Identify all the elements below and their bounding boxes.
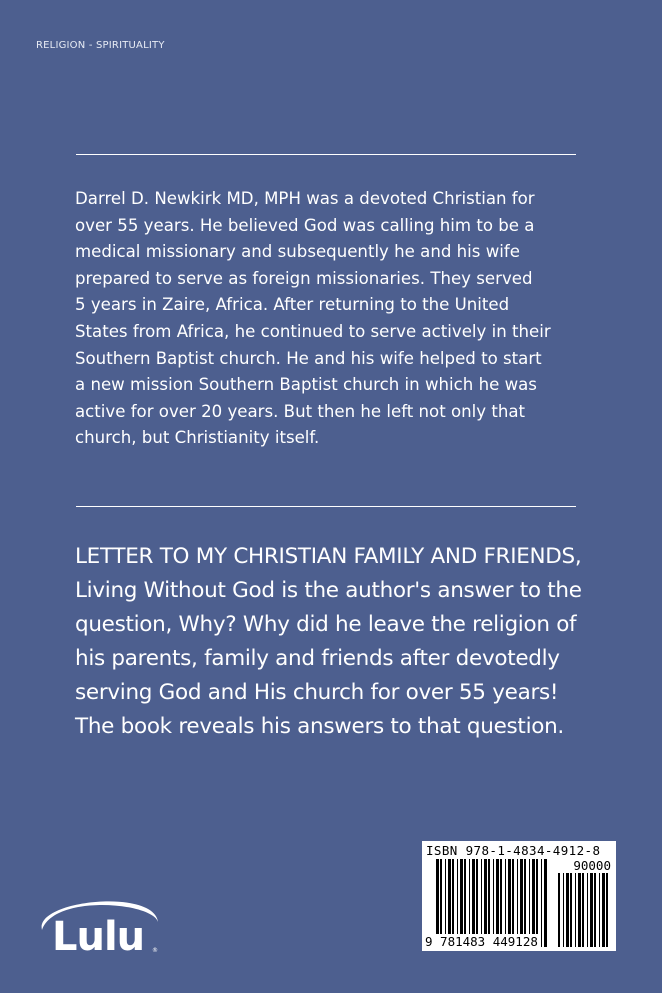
book-blurb (75, 540, 635, 744)
description-line: a new mission Southern Baptist church in which he was (75, 375, 537, 395)
description-line: prepared to serve as foreign missionaries. They served (75, 268, 533, 288)
divider-bottom (76, 506, 576, 507)
blurb-line: question, Why? Why did he leave the religion of (75, 612, 577, 637)
category-label: RELIGION - SPIRITUALITY (36, 40, 165, 51)
addon-bars (558, 873, 612, 947)
author-description (75, 186, 595, 452)
description-line: medical missionary and subsequently he and his wife (75, 242, 520, 262)
blurb-line: Living Without God is the author's answer to the (75, 578, 582, 603)
blurb-line: serving God and His church for over 55 years! (75, 680, 559, 705)
svg-text:®: ® (152, 947, 158, 954)
barcode-addon: 90000 (573, 858, 611, 873)
description-line: 5 years in Zaire, Africa. After returning to the United (75, 295, 510, 315)
isbn-barcode (422, 841, 616, 951)
isbn-label: ISBN 978-1-4834-4912-8 (426, 843, 601, 858)
description-line: Darrel D. Newkirk MD, MPH was a devoted Christian for (75, 189, 535, 208)
description-line: over 55 years. He believed God was calling him to be a (75, 215, 535, 235)
blurb-line: The book reveals his answers to that question. (75, 714, 564, 739)
svg-text:Lulu: Lulu (52, 914, 145, 955)
barcode-digits: 9 781483 449128 (425, 934, 538, 949)
description-line: active for over 20 years. But then he left not only that (75, 401, 526, 421)
blurb-line: LETTER TO MY CHRISTIAN FAMILY AND FRIENDS, (75, 544, 582, 569)
description-line: States from Africa, he continued to serve actively in their (75, 321, 551, 341)
description-line: church, but Christianity itself. (75, 428, 320, 448)
blurb-line: his parents, family and friends after devotedly (75, 646, 560, 671)
lulu-logo (34, 880, 164, 955)
divider-top (76, 154, 576, 155)
description-line: Southern Baptist church. He and his wife helped to start (75, 348, 542, 368)
